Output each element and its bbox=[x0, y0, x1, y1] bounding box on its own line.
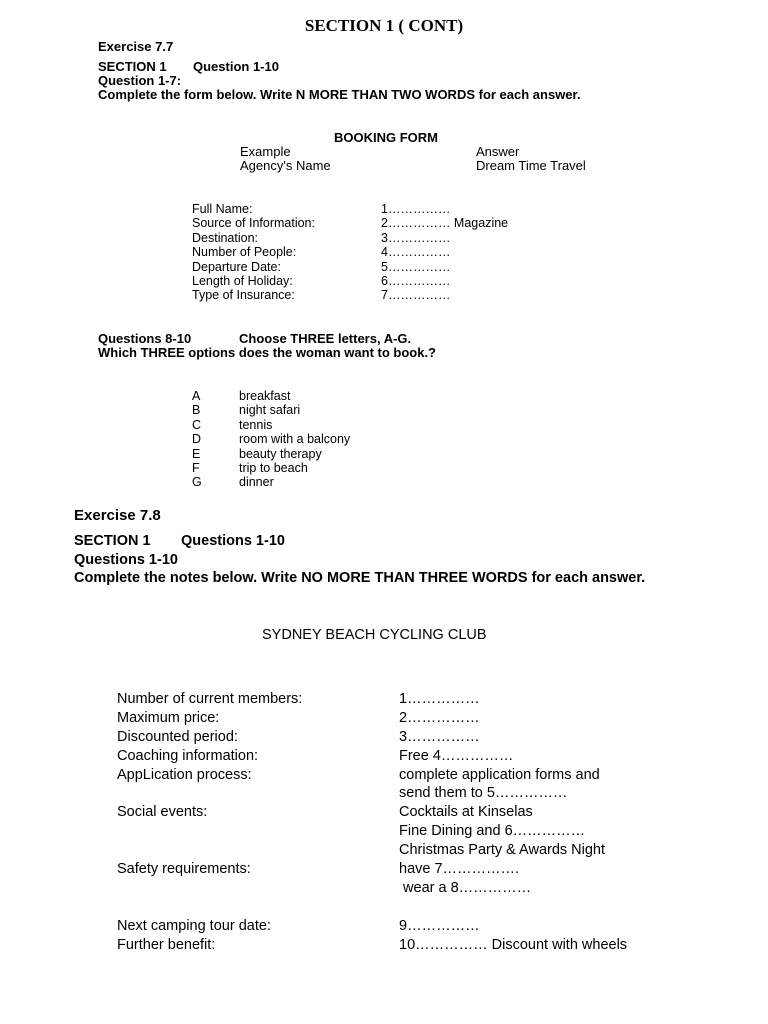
note-label: Coaching information: bbox=[117, 747, 259, 764]
note-label bbox=[117, 879, 302, 898]
note-label: Next camping tour date: bbox=[117, 917, 271, 934]
option-letter: F bbox=[192, 460, 200, 475]
form-field-label: Full Name: bbox=[192, 202, 253, 216]
note-answer: 9…………… bbox=[399, 917, 480, 934]
option-text: tennis bbox=[239, 417, 273, 432]
option-letter: B bbox=[192, 403, 201, 418]
note-answer: Christmas Party & Awards Night bbox=[399, 842, 606, 859]
form-field-label: Number of People: bbox=[192, 245, 297, 260]
form-field-label: Departure Date: bbox=[192, 259, 281, 274]
note-answer: 2…………… bbox=[399, 709, 480, 726]
note-answer bbox=[399, 898, 627, 917]
question-range: Question 1-7: bbox=[98, 73, 182, 88]
option-text: trip to beach bbox=[239, 460, 308, 475]
instruction-text: Complete the form below. Write N MORE THAN TWO WORDS for each answer. bbox=[98, 87, 581, 102]
section-question-range: Questions 1-10 bbox=[181, 533, 285, 549]
booking-form-labels bbox=[192, 202, 315, 303]
form-answer-blank: 6…………… bbox=[381, 273, 451, 288]
section-label: SECTION 1 bbox=[74, 533, 151, 549]
note-answer: Free 4…………… bbox=[399, 747, 514, 764]
option-text: beauty therapy bbox=[239, 446, 322, 461]
questions-8-10-question: Which THREE options does the woman want to book.? bbox=[98, 345, 436, 360]
notes-answers bbox=[399, 690, 627, 954]
exercise-7-8-heading: Exercise 7.8 bbox=[74, 507, 161, 524]
note-label: Maximum price: bbox=[117, 709, 220, 726]
option-text: room with a balcony bbox=[239, 432, 351, 447]
option-letter: D bbox=[192, 432, 202, 447]
form-answer-blank: 2…………… Magazine bbox=[381, 216, 509, 231]
example-answer: Dream Time Travel bbox=[476, 158, 586, 173]
note-label: Discounted period: bbox=[117, 728, 238, 745]
note-label: Safety requirements: bbox=[117, 861, 251, 878]
example-label: Example bbox=[240, 144, 291, 159]
form-field-label: Type of Insurance: bbox=[192, 288, 295, 303]
option-letter: G bbox=[192, 475, 202, 490]
form-answer-blank: 1…………… bbox=[381, 202, 451, 216]
form-answer-blank: 5…………… bbox=[381, 259, 451, 274]
question-range: Questions 1-10 bbox=[74, 552, 178, 568]
form-field-label: Source of Information: bbox=[192, 216, 315, 231]
note-label bbox=[117, 822, 302, 841]
note-label bbox=[117, 841, 302, 860]
exercise-7-7-heading: Exercise 7.7 bbox=[98, 39, 174, 54]
form-answer-blank: 3…………… bbox=[381, 230, 451, 245]
note-label: Further benefit: bbox=[117, 936, 216, 953]
option-letters bbox=[192, 389, 202, 490]
form-field-label: Destination: bbox=[192, 230, 259, 245]
booking-form-answers bbox=[381, 202, 508, 303]
section-question-range: Question 1-10 bbox=[193, 59, 279, 74]
note-answer: Fine Dining and 6…………… bbox=[399, 823, 586, 840]
section-label: SECTION 1 bbox=[98, 59, 167, 74]
option-letter: C bbox=[192, 417, 202, 432]
option-text: dinner bbox=[239, 475, 274, 490]
booking-form-title: BOOKING FORM bbox=[334, 130, 438, 145]
note-answer: 3…………… bbox=[399, 728, 480, 745]
note-label bbox=[117, 898, 302, 917]
note-label: Number of current members: bbox=[117, 691, 303, 707]
answer-label: Answer bbox=[476, 144, 520, 159]
form-field-label: Length of Holiday: bbox=[192, 273, 293, 288]
option-texts bbox=[239, 389, 350, 490]
note-answer: 10…………… Discount with wheels bbox=[399, 936, 628, 953]
note-label bbox=[117, 784, 302, 803]
form-answer-blank: 4…………… bbox=[381, 245, 451, 260]
note-answer: complete application forms and bbox=[399, 766, 600, 783]
note-label: AppLication process: bbox=[117, 766, 252, 783]
page-title: SECTION 1 ( CONT) bbox=[304, 16, 464, 35]
instruction-text: Complete the notes below. Write NO MORE THAN THREE WORDS for each answer. bbox=[74, 570, 646, 586]
questions-8-10-heading: Questions 8-10 bbox=[98, 331, 192, 346]
option-text: breakfast bbox=[239, 389, 291, 403]
club-title: SYDNEY BEACH CYCLING CLUB bbox=[262, 627, 487, 643]
form-answer-blank: 7…………… bbox=[381, 288, 451, 303]
questions-8-10-instruction: Choose THREE letters, A-G. bbox=[239, 331, 412, 346]
note-answer: send them to 5…………… bbox=[399, 785, 568, 802]
note-answer: 1…………… bbox=[399, 691, 480, 707]
option-text: night safari bbox=[239, 403, 301, 418]
note-answer: wear a 8…………… bbox=[399, 879, 532, 896]
option-letter: E bbox=[192, 446, 201, 461]
notes-labels bbox=[117, 690, 302, 954]
note-answer: have 7……………. bbox=[399, 861, 520, 878]
option-letter: A bbox=[192, 389, 201, 403]
note-label: Social events: bbox=[117, 804, 208, 821]
note-answer: Cocktails at Kinselas bbox=[399, 804, 533, 821]
example-field: Agency's Name bbox=[240, 158, 331, 173]
